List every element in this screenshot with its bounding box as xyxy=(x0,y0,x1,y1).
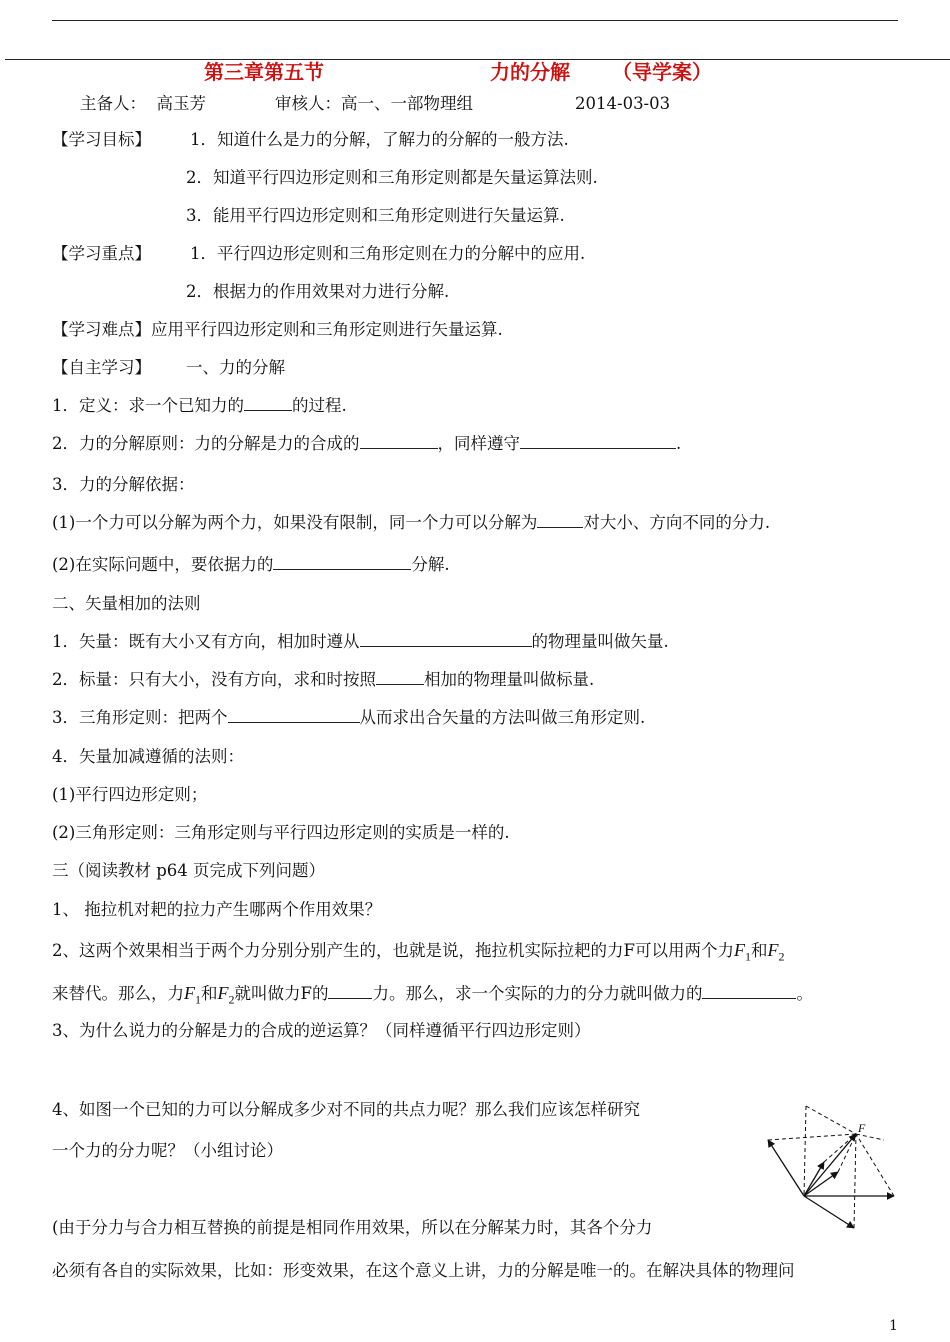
question-3: 3．力的分解依据： xyxy=(52,475,195,494)
difficulty-label: 【学习难点】 xyxy=(52,320,151,339)
key-point-item: 1．平行四边形定则和三角形定则在力的分解中的应用. xyxy=(190,244,586,263)
objectives-label: 【学习目标】 xyxy=(52,130,151,149)
question-3-2: (2)在实际问题中，要依据力的 分解. xyxy=(52,555,450,574)
construction-line xyxy=(856,1134,894,1196)
reading-5-line2: 必须有各自的实际效果，比如：形变效果，在这个意义上讲，力的分解是唯一的。在解决具体的物理问 xyxy=(52,1261,795,1280)
reading-4-line1: 4、如图一个已知的力可以分解成多少对不同的共点力呢？那么我们应该怎样研究 xyxy=(52,1100,640,1119)
reading-2-line2: 来替代。那么，力$F_1$和$F_2$就叫做力F的 力。那么，求一个实际的力的分力就叫做力的 。 xyxy=(52,983,813,1007)
blank-field[interactable] xyxy=(244,395,292,411)
question-3-1: (1)一个力可以分解为两个力，如果没有限制，同一个力可以分解为 对大小、方向不同的分力. xyxy=(52,513,771,532)
reviewer: 审核人：高一、一部物理组 xyxy=(275,94,473,113)
question-1: 1．定义：求一个已知力的 的过程. xyxy=(52,396,347,415)
vector-3: 3．三角形定则：把两个 从而求出合矢量的方法叫做三角形定则. xyxy=(52,708,646,727)
objective-item: 1．知道什么是力的分解，了解力的分解的一般方法. xyxy=(190,130,569,149)
page-number: 1 xyxy=(889,1318,898,1334)
reading-5-line1: (由于分力与合力相互替换的前提是相同作用效果，所以在分解某力时，其各个分力 xyxy=(52,1218,653,1237)
component-arrow xyxy=(804,1196,854,1228)
force-f2-symbol: $F_2$ xyxy=(217,983,235,1007)
header-rule-top xyxy=(52,20,898,21)
force-f1-symbol: $F_1$ xyxy=(733,940,751,964)
vector-4-1: (1)平行四边形定则； xyxy=(52,785,208,804)
force-f2-symbol: $F_2$ xyxy=(767,940,785,964)
vector-4: 4．矢量加减遵循的法则： xyxy=(52,747,244,766)
vector-2: 2．标量：只有大小，没有方向，求和时按照 相加的物理量叫做标量. xyxy=(52,670,595,689)
difficulty-line xyxy=(52,318,503,342)
force-f1-symbol: $F_1$ xyxy=(184,983,201,1007)
construction-line xyxy=(854,1134,856,1228)
construction-line xyxy=(804,1106,806,1196)
key-point-item: 2．根据力的作用效果对力进行分解. xyxy=(186,282,450,301)
blank-field[interactable] xyxy=(702,983,796,999)
reading-4-line2: 一个力的分力呢？（小组讨论） xyxy=(52,1141,283,1160)
construction-line xyxy=(824,1134,856,1162)
section2-heading: 二、矢量相加的法则 xyxy=(52,594,201,613)
question-2: 2．力的分解原则：力的分解是力的合成的 ，同样遵守 . xyxy=(52,434,682,453)
objective-item: 2．知道平行四边形定则和三角形定则都是矢量运算法则. xyxy=(186,168,598,187)
blank-field[interactable] xyxy=(376,669,424,685)
blank-field[interactable] xyxy=(228,707,360,723)
difficulty-text: 应用平行四边形定则和三角形定则进行矢量运算. xyxy=(151,320,503,339)
force-decomposition-figure xyxy=(762,1104,902,1234)
blank-field[interactable] xyxy=(273,554,411,570)
blank-field[interactable] xyxy=(360,631,532,647)
header-rule-bottom xyxy=(5,59,950,60)
figure-label-f: F xyxy=(858,1121,866,1135)
title-type: （导学案） xyxy=(612,60,712,84)
self-study-label: 【自主学习】 xyxy=(52,358,151,377)
blank-field[interactable] xyxy=(520,433,676,449)
blank-field[interactable] xyxy=(328,983,372,999)
resultant-force-arrow xyxy=(804,1134,856,1196)
section1-heading: 一、力的分解 xyxy=(186,358,285,377)
vector-4-2: (2)三角形定则：三角形定则与平行四边形定则的实质是一样的. xyxy=(52,823,510,842)
construction-line xyxy=(768,1134,856,1140)
blank-field[interactable] xyxy=(537,512,583,528)
key-points-label: 【学习重点】 xyxy=(52,244,151,263)
component-arrow xyxy=(804,1162,824,1196)
blank-field[interactable] xyxy=(360,433,438,449)
objective-item: 3．能用平行四边形定则和三角形定则进行矢量运算. xyxy=(186,206,565,225)
title-chapter: 第三章第五节 xyxy=(204,60,324,84)
section3-heading: 三（阅读教材 p64 页完成下列问题） xyxy=(52,861,326,880)
preparer: 主备人： 高玉芳 xyxy=(80,94,206,113)
date: 2014-03-03 xyxy=(575,94,671,113)
title-topic: 力的分解 xyxy=(490,60,570,84)
construction-line xyxy=(806,1106,856,1134)
reading-2-line1: 2、这两个效果相当于两个力分别分别产生的，也就是说，拖拉机实际拉耙的力F可以用两个力$F_1$和$F_2$ xyxy=(52,940,785,964)
reading-3: 3、为什么说力的分解是力的合成的逆运算？（同样遵循平行四边形定则） xyxy=(52,1021,591,1040)
component-arrow xyxy=(768,1140,804,1196)
reading-1: 1、 拖拉机对耙的拉力产生哪两个作用效果？ xyxy=(52,900,382,919)
vector-1: 1．矢量：既有大小又有方向，相加时遵从 的物理量叫做矢量. xyxy=(52,632,669,651)
